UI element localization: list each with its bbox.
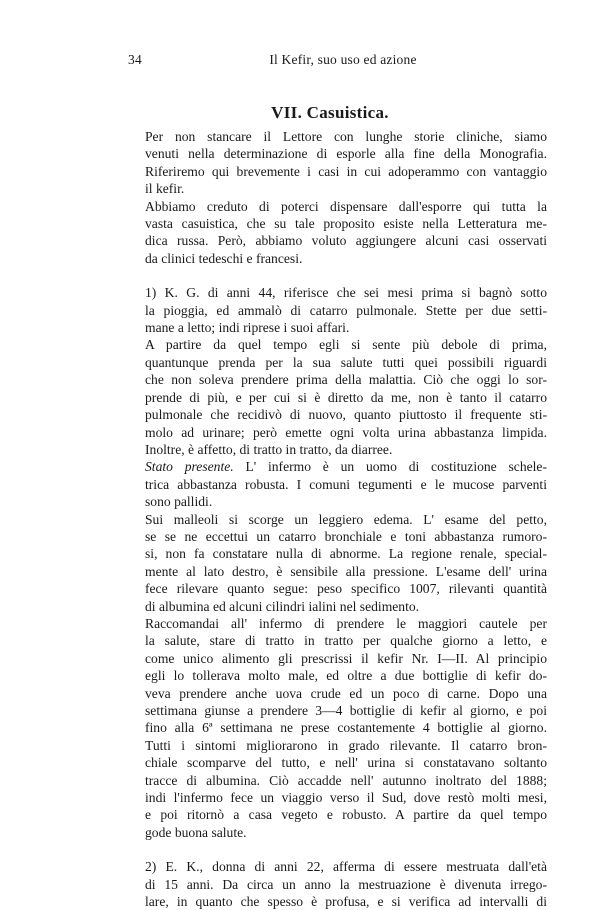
text-line bbox=[115, 458, 547, 475]
paragraph-treatment bbox=[115, 615, 547, 841]
text-line: tracce di albumina. Ciò accadde nell' autunno inoltrato del 1888; bbox=[145, 772, 547, 788]
text-line: quantunque prenda per la sua salute tutti quei possibili riguardi bbox=[145, 354, 547, 370]
section-title: VII. Casuistica. bbox=[271, 103, 389, 122]
text-line: Inoltre, è affetto, di tratto in tratto, da diarree. bbox=[145, 441, 393, 457]
text-line: Abbiamo creduto di poterci dispensare dall'esporre qui tutta la bbox=[145, 198, 547, 214]
text-line: fino alla 6ª settimana ne prese costantemente 4 bottiglie al giorno. bbox=[145, 720, 547, 736]
text-line: mente al lato destro, è sensibile alla pressione. L'esame dell' urina bbox=[145, 563, 547, 579]
text-line: si, non fa constatare nulla di abnorme. La regione renale, special- bbox=[145, 546, 547, 562]
paragraph-case-2 bbox=[115, 858, 547, 910]
text-line: Tutti i sintomi migliorarono in grado rilevante. Il catarro bron- bbox=[145, 737, 547, 753]
text-line: che non soleva prendere prima della malattia. Ciò che oggi lo sor- bbox=[145, 372, 547, 388]
text-line: la pioggia, ed ammalò di catarro pulmonale. Stette per due setti- bbox=[145, 302, 547, 318]
paragraph-casuistry bbox=[115, 198, 547, 268]
text-line: venuti nella determinazione di esporle alla fine della Monografia. bbox=[145, 146, 547, 162]
text-line: Sui malleoli si scorge un leggiero edema. L' esame del petto, bbox=[145, 511, 547, 527]
text-line: chiale scomparve del tutto, e nell' urina si constatavano soltanto bbox=[145, 755, 547, 771]
text-line: trica abbastanza robusta. I comuni tegumenti e le mucose parventi bbox=[145, 476, 547, 492]
text-line: da clinici tedeschi e francesi. bbox=[145, 250, 303, 266]
running-head bbox=[128, 52, 548, 70]
text-line: veva prendere anche uova crude ed un poco di carne. Dopo una bbox=[145, 685, 547, 701]
paragraph-examination bbox=[115, 511, 547, 615]
text-line: pulmonale che recidivò di nuovo, quanto piuttosto il frequente sti- bbox=[145, 407, 547, 423]
text-line: A partire da quel tempo egli si sente più debole di prima, bbox=[145, 337, 547, 353]
page-number: 34 bbox=[128, 52, 142, 67]
body-text bbox=[115, 128, 547, 910]
text-line: Riferiremo qui brevemente i casi in cui adoperammo con vantaggio bbox=[145, 163, 547, 179]
text-line: e poi ritornò a casa vegeto e robusto. A partire da quel tempo bbox=[145, 807, 547, 823]
text-line: prende di più, e per cui si è diretto da me, non è tanto il catarro bbox=[145, 389, 547, 405]
text-line: indi l'infermo fece un viaggio verso il Sud, dove restò molti mesi, bbox=[145, 790, 547, 806]
paragraph-case-1 bbox=[115, 284, 547, 336]
running-title: Il Kefir, suo uso ed azione bbox=[269, 52, 417, 67]
paragraph-present-state bbox=[115, 458, 547, 510]
text-line: settimana giunse a prendere 3—4 bottiglie di kefir al giorno, e poi bbox=[145, 703, 547, 718]
text-line: dica russa. Però, abbiamo voluto aggiungere alcuni casi osservati bbox=[145, 233, 547, 249]
text-line: il kefir. bbox=[145, 181, 185, 197]
text-line: vasta casuistica, che su tale proposito esiste nella Letteratura me- bbox=[145, 216, 547, 232]
text-line: 2) E. K., donna di anni 22, afferma di essere mestruata dall'età bbox=[145, 859, 547, 875]
text-line: molo ad urinare; però emette ogni volta urina abbastanza limpida. bbox=[145, 424, 547, 440]
paragraph-intro bbox=[115, 128, 547, 198]
text-line: come unico alimento gli prescrissi il kefir Nr. I—II. Al principio bbox=[145, 650, 547, 666]
text-line: lare, in quanto che spesso è profusa, e si verifica ad intervalli di bbox=[145, 894, 547, 910]
text-line: di 15 anni. Da circa un anno la mestruazione è divenuta irrego- bbox=[145, 876, 547, 892]
text-line: Raccomandai all' infermo di prendere le maggiori cautele per bbox=[145, 615, 547, 631]
text-line: fece rilevare quanto segue: peso specifico 1007, rilevanti quantità bbox=[145, 581, 547, 597]
text-line: 1) K. G. di anni 44, riferisce che sei mesi prima si bagnò sotto bbox=[145, 285, 547, 301]
text-line: gode buona salute. bbox=[145, 824, 247, 840]
text-line: mane a letto; indi riprese i suoi affari. bbox=[145, 320, 350, 336]
text-fragment: L' infermo è un uomo di costituzione schele- bbox=[233, 459, 547, 475]
text-line: di albumina ed alcuni cilindri ialini nel sedimento. bbox=[145, 598, 420, 614]
italic-lead: Stato presente. bbox=[145, 459, 234, 475]
text-line: la salute, stare di tratto in tratto per qualche giorno a letto, e bbox=[145, 633, 547, 649]
paragraph-case-1-history bbox=[115, 336, 547, 458]
text-line: egli lo tollerava molto male, ed oltre a due bottiglie di kefir do- bbox=[145, 668, 547, 684]
text-line: sono pallidi. bbox=[145, 494, 213, 510]
text-line: Per non stancare il Lettore con lunghe storie cliniche, siamo bbox=[145, 129, 547, 144]
text-line: se se ne eccettui un catarro bronchiale e toni abbastanza rumoro- bbox=[145, 528, 547, 544]
